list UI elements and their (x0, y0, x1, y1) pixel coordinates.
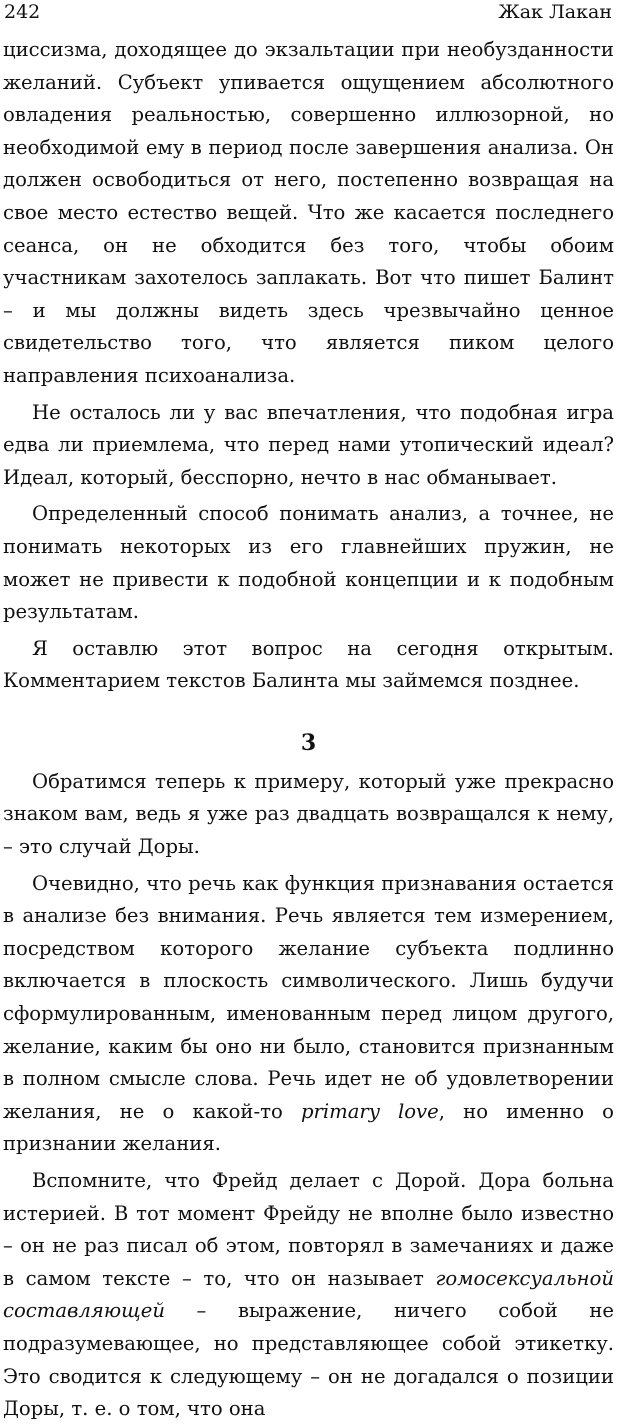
paragraph-text: Вспомните, что Фрейд делает с Дорой. Дора больна истерией. В тот момент Фрейду не вполне было известно – он не раз писал об этом, повторял в замечаниях и даже в самом тексте – то, что он называет (3, 1169, 614, 1290)
page-header (3, 0, 614, 34)
section-number: 3 (300, 729, 317, 756)
paragraph-text: , но именно о признании желания. (3, 1099, 614, 1156)
page-number: 242 (4, 1, 41, 23)
paragraph (3, 1165, 614, 1426)
paragraph-continued: циссизма, доходящее до экзальтации при необузданности желаний. Субъект упивается ощущением абсолютного овладения реальностью, совершенно иллюзорной, но необходимой ему в период после завершения анализа. Он должен освободиться от него, постепенно возвращая на свое место естество вещей. Что же касается последнего сеанса, он не обходится без того, чтобы обоим участникам захотелось заплакать. Вот что пишет Балинт – и мы должны видеть здесь чрезвычайно ценное свидетельство того, что является пиком целого направления психоанализа. (3, 38, 614, 387)
paragraph: Обратимся теперь к примеру, который уже прекрасно знаком вам, ведь я уже раз двадцать возвращался к нему, – это случай Доры. (3, 769, 614, 859)
paragraph: Определенный способ понимать анализ, а точнее, не понимать некоторых из его главнейших пружин, не может не привести к подобной концепции и к подобным результатам. (3, 502, 614, 624)
italic-term: primary love (300, 1099, 439, 1123)
paragraph: Я оставлю этот вопрос на сегодня открытым. Комментарием текстов Балинта мы займемся позднее. (3, 636, 614, 693)
paragraph-text: – выражение, ничего собой не подразумевающее, но представляющее собой этикетку. Это сводится к следующему – он не догадался о позиции Доры, т. е. о том, что она (3, 1299, 614, 1421)
running-title: Жак Лакан (498, 1, 612, 23)
paragraph: Не осталось ли у вас впечатления, что подобная игра едва ли приемлема, что перед нами утопический идеал? Идеал, который, бесспорно, нечто в нас обманывает. (3, 400, 614, 489)
paragraph (3, 868, 614, 1161)
italic-term: гомосексуальной составляющей (3, 1266, 614, 1323)
paragraph-text: Очевидно, что речь как функция признавания остается в анализе без внимания. Речь является тем измерением, посредством которого желание субъекта подлинно включается в плоскость символического. Лишь будучи сформулированным, именованным перед лицом другого, желание, каким бы оно ни было, становится признанным в полном смысле слова. Речь идет не об удовлетворении желания, не о какой-то (3, 871, 614, 1123)
body-text (3, 34, 614, 1426)
